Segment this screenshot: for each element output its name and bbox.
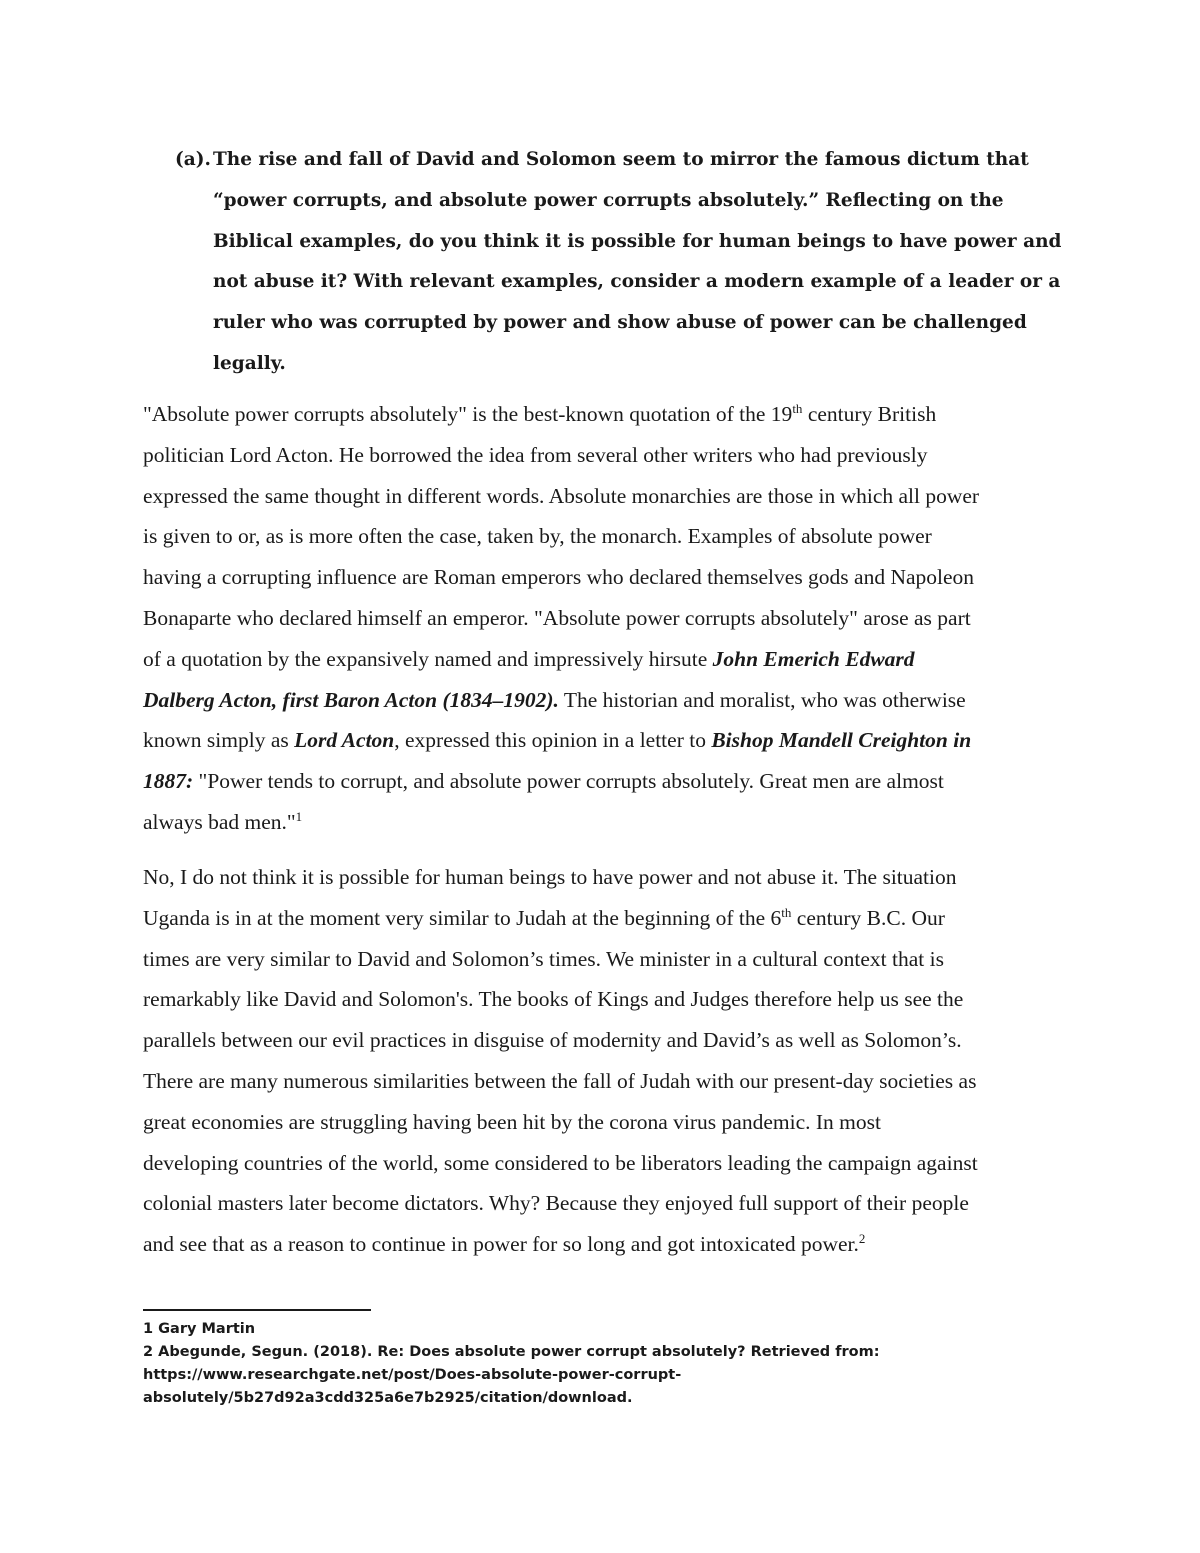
question-line-6: legally.: [213, 352, 286, 374]
footnote-separator: [143, 1309, 371, 1311]
p1-line-3: expressed the same thought in different words. Absolute monarchies are those in which all power: [143, 483, 980, 508]
p1-text: known simply as: [143, 728, 295, 753]
question-heading: [175, 140, 1075, 385]
p1-line-5: having a corrupting influence are Roman emperors who declared themselves gods and Napoleon: [143, 565, 975, 590]
question-line-4: not abuse it? With relevant examples, consider a modern example of a leader or a: [213, 271, 1061, 293]
p1-text: "Power tends to corrupt, and absolute power corrupts absolutely. Great men are almost: [193, 769, 944, 794]
footnote-ref-1[interactable]: 1: [295, 808, 303, 824]
emphasis-year: 1887:: [143, 769, 194, 794]
footnote-1: 1 Gary Martin: [143, 1321, 256, 1337]
footnote-ref-2[interactable]: 2: [858, 1231, 866, 1247]
p1-line-2: politician Lord Acton. He borrowed the idea from several other writers who had previously: [143, 442, 928, 467]
footnote-2-url-cont[interactable]: absolutely/5b27d92a3cdd325a6e7b2925/citation/download.: [143, 1390, 633, 1406]
p2-line-10: [143, 1224, 1073, 1265]
p1-line-9: [143, 720, 1073, 761]
p2-line-7: great economies are struggling having been hit by the corona virus pandemic. In most: [143, 1109, 881, 1134]
p2-text: and see that as a reason to continue in power for so long and got intoxicated power.: [143, 1232, 859, 1257]
p2-text: century B.C. Our: [791, 905, 945, 930]
p1-line-7: [143, 639, 1073, 680]
p1-text: always bad men.": [143, 809, 296, 834]
p2-line-6: There are many numerous similarities between the fall of Judah with our present-day societies as: [143, 1068, 977, 1093]
p1-text: century British: [802, 402, 937, 426]
p1-line-8: [143, 680, 1073, 721]
question-line-5: ruler who was corrupted by power and show abuse of power can be challenged: [213, 312, 1027, 334]
paragraph-1: [143, 394, 1073, 843]
question-line-1: [175, 140, 1075, 181]
paragraph-2: [143, 857, 1073, 1265]
p2-line-9: colonial masters later become dictators. Why? Because they enjoyed full support of their people: [143, 1191, 969, 1216]
question-line-2: “power corrupts, and absolute power corrupts absolutely.” Reflecting on the: [213, 189, 1004, 211]
p2-line-2: [143, 898, 1073, 939]
p2-line-1: No, I do not think it is possible for human beings to have power and not abuse it. The situation: [143, 865, 957, 889]
p1-text: , expressed this opinion in a letter to: [394, 728, 712, 753]
superscript: th: [781, 904, 792, 920]
p1-line-11: [143, 802, 1073, 843]
question-text-1: The rise and fall of David and Solomon seem to mirror the famous dictum that: [213, 149, 1029, 170]
question-label: (a).: [175, 149, 211, 170]
p2-line-8: developing countries of the world, some considered to be liberators leading the campaign against: [143, 1150, 978, 1175]
question-line-3: Biblical examples, do you think it is possible for human beings to have power and: [213, 230, 1062, 252]
p1-text: of a quotation by the expansively named and impressively hirsute: [143, 646, 713, 671]
p1-text: "Absolute power corrupts absolutely" is the best-known quotation of the 19: [143, 402, 793, 426]
p1-line-4: is given to or, as is more often the case, taken by, the monarch. Examples of absolute power: [143, 524, 932, 549]
p2-text: Uganda is in at the moment very similar to Judah at the beginning of the 6: [143, 905, 782, 930]
p1-line-10: [143, 761, 1073, 802]
p1-line-6: Bonaparte who declared himself an emperor. "Absolute power corrupts absolutely" arose as part: [143, 605, 971, 630]
emphasis-name: Bishop Mandell Creighton in: [711, 728, 972, 753]
footnote-2: 2 Abegunde, Segun. (2018). Re: Does absolute power corrupt absolutely? Retrieved from:: [143, 1344, 880, 1360]
emphasis-name: Dalberg Acton, first Baron Acton (1834–1902).: [143, 687, 559, 712]
p2-line-3: times are very similar to David and Solomon’s times. We minister in a cultural context that is: [143, 946, 944, 971]
emphasis-name: Lord Acton: [294, 728, 395, 753]
p2-line-4: remarkably like David and Solomon's. The books of Kings and Judges therefore help us see the: [143, 987, 964, 1012]
p2-line-5: parallels between our evil practices in disguise of modernity and David’s as well as Solomon’s.: [143, 1028, 962, 1053]
footnotes: [143, 1318, 1043, 1410]
emphasis-name: John Emerich Edward: [712, 646, 915, 671]
p1-line-1: [143, 394, 1073, 435]
superscript: th: [792, 401, 803, 416]
footnote-2-url[interactable]: https://www.researchgate.net/post/Does-absolute-power-corrupt-: [143, 1367, 682, 1383]
p1-text: The historian and moralist, who was otherwise: [558, 687, 966, 712]
